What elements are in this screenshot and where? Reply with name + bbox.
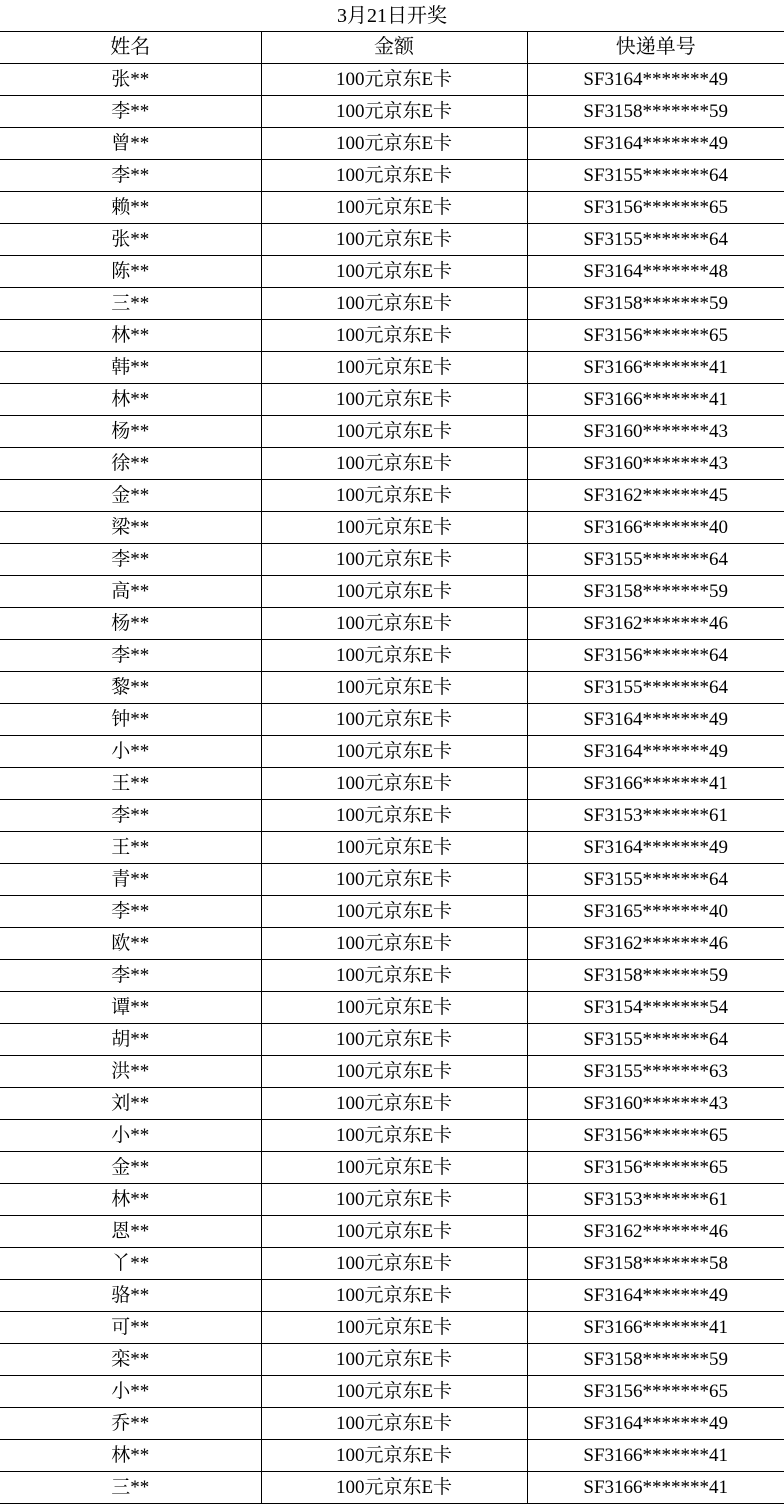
winner-name-cell: 欧** bbox=[0, 928, 261, 960]
tracking-number-cell: SF3164*******49 bbox=[527, 736, 784, 768]
table-row bbox=[0, 160, 784, 192]
table-row bbox=[0, 1184, 784, 1216]
winner-table bbox=[0, 31, 784, 1504]
winner-name-cell: 栾** bbox=[0, 1344, 261, 1376]
prize-amount-cell: 100元京东E卡 bbox=[261, 1056, 527, 1088]
tracking-number-cell: SF3166*******41 bbox=[527, 384, 784, 416]
winner-name-cell: 王** bbox=[0, 768, 261, 800]
prize-amount-cell: 100元京东E卡 bbox=[261, 960, 527, 992]
table-row bbox=[0, 896, 784, 928]
prize-amount-cell: 100元京东E卡 bbox=[261, 1248, 527, 1280]
table-row bbox=[0, 288, 784, 320]
tracking-number-cell: SF3166*******41 bbox=[527, 768, 784, 800]
table-row bbox=[0, 1312, 784, 1344]
table-row bbox=[0, 224, 784, 256]
winner-name-cell: 李** bbox=[0, 960, 261, 992]
winner-name-cell: 林** bbox=[0, 320, 261, 352]
table-row bbox=[0, 1216, 784, 1248]
winner-name-cell: 高** bbox=[0, 576, 261, 608]
tracking-number-cell: SF3154*******54 bbox=[527, 992, 784, 1024]
prize-amount-cell: 100元京东E卡 bbox=[261, 1280, 527, 1312]
prize-amount-cell: 100元京东E卡 bbox=[261, 288, 527, 320]
tracking-number-cell: SF3155*******64 bbox=[527, 160, 784, 192]
winner-name-cell: 张** bbox=[0, 224, 261, 256]
table-row bbox=[0, 736, 784, 768]
winner-name-cell: 钟** bbox=[0, 704, 261, 736]
winner-name-cell: 曾** bbox=[0, 128, 261, 160]
table-row bbox=[0, 384, 784, 416]
table-row bbox=[0, 416, 784, 448]
prize-amount-cell: 100元京东E卡 bbox=[261, 64, 527, 96]
table-row bbox=[0, 960, 784, 992]
winner-name-cell: 三** bbox=[0, 288, 261, 320]
prize-amount-cell: 100元京东E卡 bbox=[261, 1216, 527, 1248]
tracking-number-cell: SF3156*******65 bbox=[527, 1376, 784, 1408]
winner-name-cell: 胡** bbox=[0, 1024, 261, 1056]
prize-amount-cell: 100元京东E卡 bbox=[261, 128, 527, 160]
prize-amount-cell: 100元京东E卡 bbox=[261, 608, 527, 640]
table-row bbox=[0, 1152, 784, 1184]
winner-name-cell: 丫** bbox=[0, 1248, 261, 1280]
tracking-number-cell: SF3160*******43 bbox=[527, 448, 784, 480]
table-row bbox=[0, 256, 784, 288]
table-row bbox=[0, 608, 784, 640]
tracking-number-cell: SF3155*******64 bbox=[527, 224, 784, 256]
table-row bbox=[0, 64, 784, 96]
winner-name-cell: 梁** bbox=[0, 512, 261, 544]
prize-amount-cell: 100元京东E卡 bbox=[261, 160, 527, 192]
tracking-number-cell: SF3158*******59 bbox=[527, 288, 784, 320]
tracking-number-cell: SF3155*******64 bbox=[527, 544, 784, 576]
winner-name-cell: 黎** bbox=[0, 672, 261, 704]
tracking-number-cell: SF3164*******49 bbox=[527, 1280, 784, 1312]
table-row bbox=[0, 832, 784, 864]
tracking-number-cell: SF3162*******45 bbox=[527, 480, 784, 512]
tracking-number-cell: SF3166*******40 bbox=[527, 512, 784, 544]
winner-name-cell: 金** bbox=[0, 1152, 261, 1184]
table-row bbox=[0, 96, 784, 128]
tracking-number-cell: SF3164*******49 bbox=[527, 704, 784, 736]
winner-name-cell: 李** bbox=[0, 160, 261, 192]
tracking-number-cell: SF3156*******64 bbox=[527, 640, 784, 672]
prize-amount-cell: 100元京东E卡 bbox=[261, 1312, 527, 1344]
table-row bbox=[0, 1056, 784, 1088]
table-row bbox=[0, 1248, 784, 1280]
tracking-number-cell: SF3156*******65 bbox=[527, 192, 784, 224]
tracking-number-cell: SF3153*******61 bbox=[527, 800, 784, 832]
tracking-number-cell: SF3155*******64 bbox=[527, 672, 784, 704]
header-tracking-number: 快递单号 bbox=[527, 32, 784, 64]
winner-name-cell: 谭** bbox=[0, 992, 261, 1024]
winner-name-cell: 陈** bbox=[0, 256, 261, 288]
table-row bbox=[0, 1440, 784, 1472]
winner-name-cell: 李** bbox=[0, 800, 261, 832]
prize-amount-cell: 100元京东E卡 bbox=[261, 384, 527, 416]
winner-name-cell: 赖** bbox=[0, 192, 261, 224]
tracking-number-cell: SF3153*******61 bbox=[527, 1184, 784, 1216]
prize-amount-cell: 100元京东E卡 bbox=[261, 928, 527, 960]
table-row bbox=[0, 544, 784, 576]
prize-amount-cell: 100元京东E卡 bbox=[261, 480, 527, 512]
table-row bbox=[0, 576, 784, 608]
prize-amount-cell: 100元京东E卡 bbox=[261, 672, 527, 704]
winner-name-cell: 杨** bbox=[0, 416, 261, 448]
table-row bbox=[0, 1472, 784, 1504]
prize-amount-cell: 100元京东E卡 bbox=[261, 1088, 527, 1120]
prize-amount-cell: 100元京东E卡 bbox=[261, 352, 527, 384]
table-row bbox=[0, 320, 784, 352]
tracking-number-cell: SF3156*******65 bbox=[527, 1152, 784, 1184]
tracking-number-cell: SF3158*******59 bbox=[527, 576, 784, 608]
winner-name-cell: 小** bbox=[0, 736, 261, 768]
prize-amount-cell: 100元京东E卡 bbox=[261, 1408, 527, 1440]
tracking-number-cell: SF3158*******59 bbox=[527, 1344, 784, 1376]
table-row bbox=[0, 1344, 784, 1376]
table-row bbox=[0, 1280, 784, 1312]
winner-name-cell: 刘** bbox=[0, 1088, 261, 1120]
winner-name-cell: 三** bbox=[0, 1472, 261, 1504]
prize-amount-cell: 100元京东E卡 bbox=[261, 1472, 527, 1504]
tracking-number-cell: SF3166*******41 bbox=[527, 352, 784, 384]
winner-name-cell: 洪** bbox=[0, 1056, 261, 1088]
winner-name-cell: 骆** bbox=[0, 1280, 261, 1312]
tracking-number-cell: SF3160*******43 bbox=[527, 1088, 784, 1120]
tracking-number-cell: SF3164*******48 bbox=[527, 256, 784, 288]
tracking-number-cell: SF3156*******65 bbox=[527, 1120, 784, 1152]
prize-amount-cell: 100元京东E卡 bbox=[261, 1440, 527, 1472]
tracking-number-cell: SF3164*******49 bbox=[527, 1408, 784, 1440]
table-row bbox=[0, 1088, 784, 1120]
winner-name-cell: 可** bbox=[0, 1312, 261, 1344]
header-amount: 金额 bbox=[261, 32, 527, 64]
table-row bbox=[0, 1024, 784, 1056]
prize-amount-cell: 100元京东E卡 bbox=[261, 992, 527, 1024]
winner-name-cell: 林** bbox=[0, 384, 261, 416]
winner-name-cell: 林** bbox=[0, 1440, 261, 1472]
table-row bbox=[0, 1120, 784, 1152]
tracking-number-cell: SF3162*******46 bbox=[527, 1216, 784, 1248]
table-row bbox=[0, 1408, 784, 1440]
winner-name-cell: 张** bbox=[0, 64, 261, 96]
tracking-number-cell: SF3166*******41 bbox=[527, 1472, 784, 1504]
table-row bbox=[0, 928, 784, 960]
prize-amount-cell: 100元京东E卡 bbox=[261, 544, 527, 576]
winner-name-cell: 恩** bbox=[0, 1216, 261, 1248]
table-row bbox=[0, 800, 784, 832]
tracking-number-cell: SF3164*******49 bbox=[527, 832, 784, 864]
table-header-row bbox=[0, 32, 784, 64]
tracking-number-cell: SF3165*******40 bbox=[527, 896, 784, 928]
winner-name-cell: 王** bbox=[0, 832, 261, 864]
prize-amount-cell: 100元京东E卡 bbox=[261, 192, 527, 224]
prize-amount-cell: 100元京东E卡 bbox=[261, 576, 527, 608]
winner-name-cell: 小** bbox=[0, 1376, 261, 1408]
table-row bbox=[0, 448, 784, 480]
prize-amount-cell: 100元京东E卡 bbox=[261, 1120, 527, 1152]
prize-amount-cell: 100元京东E卡 bbox=[261, 896, 527, 928]
table-row bbox=[0, 192, 784, 224]
tracking-number-cell: SF3162*******46 bbox=[527, 928, 784, 960]
table-row bbox=[0, 672, 784, 704]
tracking-number-cell: SF3158*******59 bbox=[527, 96, 784, 128]
winner-name-cell: 小** bbox=[0, 1120, 261, 1152]
winner-name-cell: 李** bbox=[0, 640, 261, 672]
prize-amount-cell: 100元京东E卡 bbox=[261, 640, 527, 672]
prize-amount-cell: 100元京东E卡 bbox=[261, 320, 527, 352]
prize-amount-cell: 100元京东E卡 bbox=[261, 864, 527, 896]
tracking-number-cell: SF3166*******41 bbox=[527, 1312, 784, 1344]
winner-name-cell: 杨** bbox=[0, 608, 261, 640]
winner-name-cell: 乔** bbox=[0, 1408, 261, 1440]
prize-amount-cell: 100元京东E卡 bbox=[261, 1024, 527, 1056]
prize-amount-cell: 100元京东E卡 bbox=[261, 704, 527, 736]
winner-name-cell: 李** bbox=[0, 896, 261, 928]
tracking-number-cell: SF3160*******43 bbox=[527, 416, 784, 448]
winner-name-cell: 金** bbox=[0, 480, 261, 512]
table-row bbox=[0, 352, 784, 384]
tracking-number-cell: SF3164*******49 bbox=[527, 128, 784, 160]
tracking-number-cell: SF3155*******64 bbox=[527, 864, 784, 896]
prize-amount-cell: 100元京东E卡 bbox=[261, 256, 527, 288]
table-row bbox=[0, 704, 784, 736]
prize-amount-cell: 100元京东E卡 bbox=[261, 512, 527, 544]
prize-amount-cell: 100元京东E卡 bbox=[261, 416, 527, 448]
prize-amount-cell: 100元京东E卡 bbox=[261, 1376, 527, 1408]
tracking-number-cell: SF3158*******59 bbox=[527, 960, 784, 992]
table-row bbox=[0, 864, 784, 896]
tracking-number-cell: SF3162*******46 bbox=[527, 608, 784, 640]
prize-amount-cell: 100元京东E卡 bbox=[261, 1152, 527, 1184]
table-row bbox=[0, 480, 784, 512]
winner-name-cell: 青** bbox=[0, 864, 261, 896]
prize-amount-cell: 100元京东E卡 bbox=[261, 736, 527, 768]
table-row bbox=[0, 128, 784, 160]
tracking-number-cell: SF3158*******58 bbox=[527, 1248, 784, 1280]
winner-name-cell: 李** bbox=[0, 544, 261, 576]
tracking-number-cell: SF3155*******63 bbox=[527, 1056, 784, 1088]
prize-amount-cell: 100元京东E卡 bbox=[261, 96, 527, 128]
table-row bbox=[0, 768, 784, 800]
tracking-number-cell: SF3166*******41 bbox=[527, 1440, 784, 1472]
winner-name-cell: 韩** bbox=[0, 352, 261, 384]
tracking-number-cell: SF3156*******65 bbox=[527, 320, 784, 352]
prize-amount-cell: 100元京东E卡 bbox=[261, 768, 527, 800]
prize-amount-cell: 100元京东E卡 bbox=[261, 224, 527, 256]
header-name: 姓名 bbox=[0, 32, 261, 64]
table-row bbox=[0, 992, 784, 1024]
page-title: 3月21日开奖 bbox=[337, 5, 447, 27]
table-row bbox=[0, 512, 784, 544]
table-row bbox=[0, 640, 784, 672]
table-row bbox=[0, 1376, 784, 1408]
table-body bbox=[0, 64, 784, 1504]
tracking-number-cell: SF3164*******49 bbox=[527, 64, 784, 96]
prize-amount-cell: 100元京东E卡 bbox=[261, 800, 527, 832]
winner-name-cell: 李** bbox=[0, 96, 261, 128]
prize-amount-cell: 100元京东E卡 bbox=[261, 448, 527, 480]
tracking-number-cell: SF3155*******64 bbox=[527, 1024, 784, 1056]
prize-amount-cell: 100元京东E卡 bbox=[261, 1344, 527, 1376]
winner-name-cell: 林** bbox=[0, 1184, 261, 1216]
prize-amount-cell: 100元京东E卡 bbox=[261, 1184, 527, 1216]
prize-amount-cell: 100元京东E卡 bbox=[261, 832, 527, 864]
winner-name-cell: 徐** bbox=[0, 448, 261, 480]
